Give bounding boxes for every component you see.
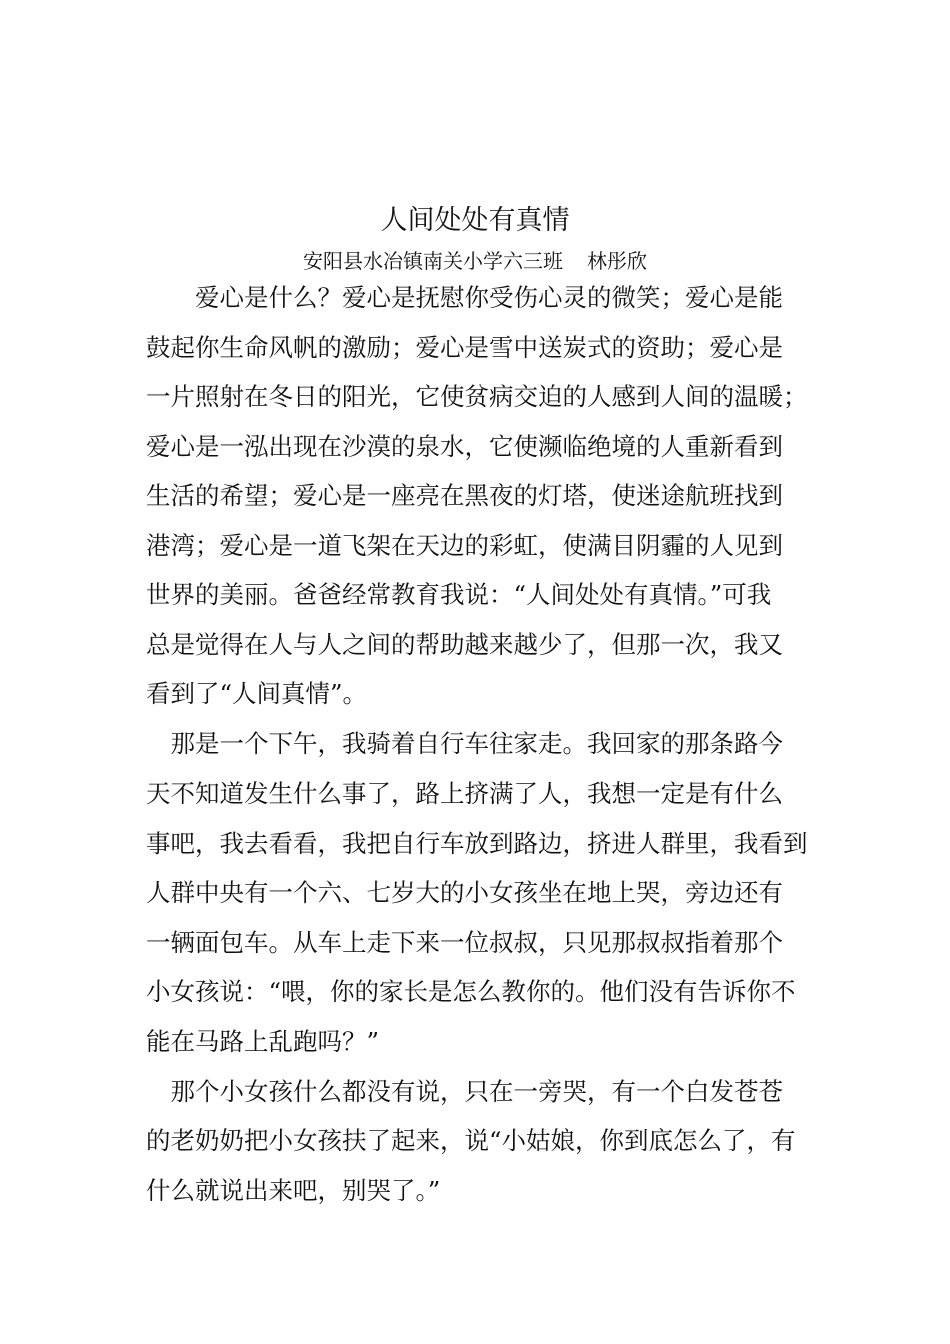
body-line: 一辆面包车。从车上走下来一位叔叔，只见那叔叔指着那个 [146, 928, 783, 957]
body-line: 事吧，我去看看，我把自行车放到路边，挤进人群里，我看到 [146, 829, 808, 858]
body-line: 一片照射在冬日的阳光，它使贫病交迫的人感到人间的温暖； [146, 382, 808, 411]
body-line: 什么就说出来吧，别哭了。” [146, 1176, 441, 1205]
body-line: 能在马路上乱跑吗？” [146, 1027, 380, 1056]
body-line: 天不知道发生什么事了，路上挤满了人，我想一定是有什么 [146, 779, 783, 808]
body-line: 总是觉得在人与人之间的帮助越来越少了，但那一次，我又 [146, 630, 783, 659]
byline-author: 林彤欣 [587, 249, 647, 273]
body-line: 港湾；爱心是一道飞架在天边的彩虹，使满目阴霾的人见到 [146, 531, 783, 560]
document-title: 人间处处有真情 [380, 205, 570, 236]
body-line: 鼓起你生命风帆的激励；爱心是雪中送炭式的资助；爱心是 [146, 333, 783, 362]
body-line: 爱心是一泓出现在沙漠的泉水，它使濒临绝境的人重新看到 [146, 432, 783, 461]
body-line: 那个小女孩什么都没有说，只在一旁哭，有一个白发苍苍 [146, 1077, 783, 1106]
body-line: 小女孩说：“喂，你的家长是怎么教你的。他们没有告诉你不 [146, 977, 796, 1006]
body-line: 生活的希望；爱心是一座亮在黑夜的灯塔，使迷途航班找到 [146, 481, 783, 510]
body-line: 爱心是什么？爱心是抚慰你受伤心灵的微笑；爱心是能 [146, 283, 783, 312]
byline-school: 安阳县水冶镇南关小学六三班 [303, 249, 563, 273]
body-line: 世界的美丽。爸爸经常教育我说：“人间处处有真情。”可我 [146, 580, 772, 609]
body-line: 的老奶奶把小女孩扶了起来，说“小姑娘，你到底怎么了，有 [146, 1126, 796, 1155]
body-line: 那是一个下午，我骑着自行车往家走。我回家的那条路今 [146, 729, 783, 758]
body-line: 人群中央有一个六、七岁大的小女孩坐在地上哭，旁边还有 [146, 878, 783, 907]
body-line: 看到了“人间真情”。 [146, 679, 368, 708]
document-byline [0, 246, 950, 276]
